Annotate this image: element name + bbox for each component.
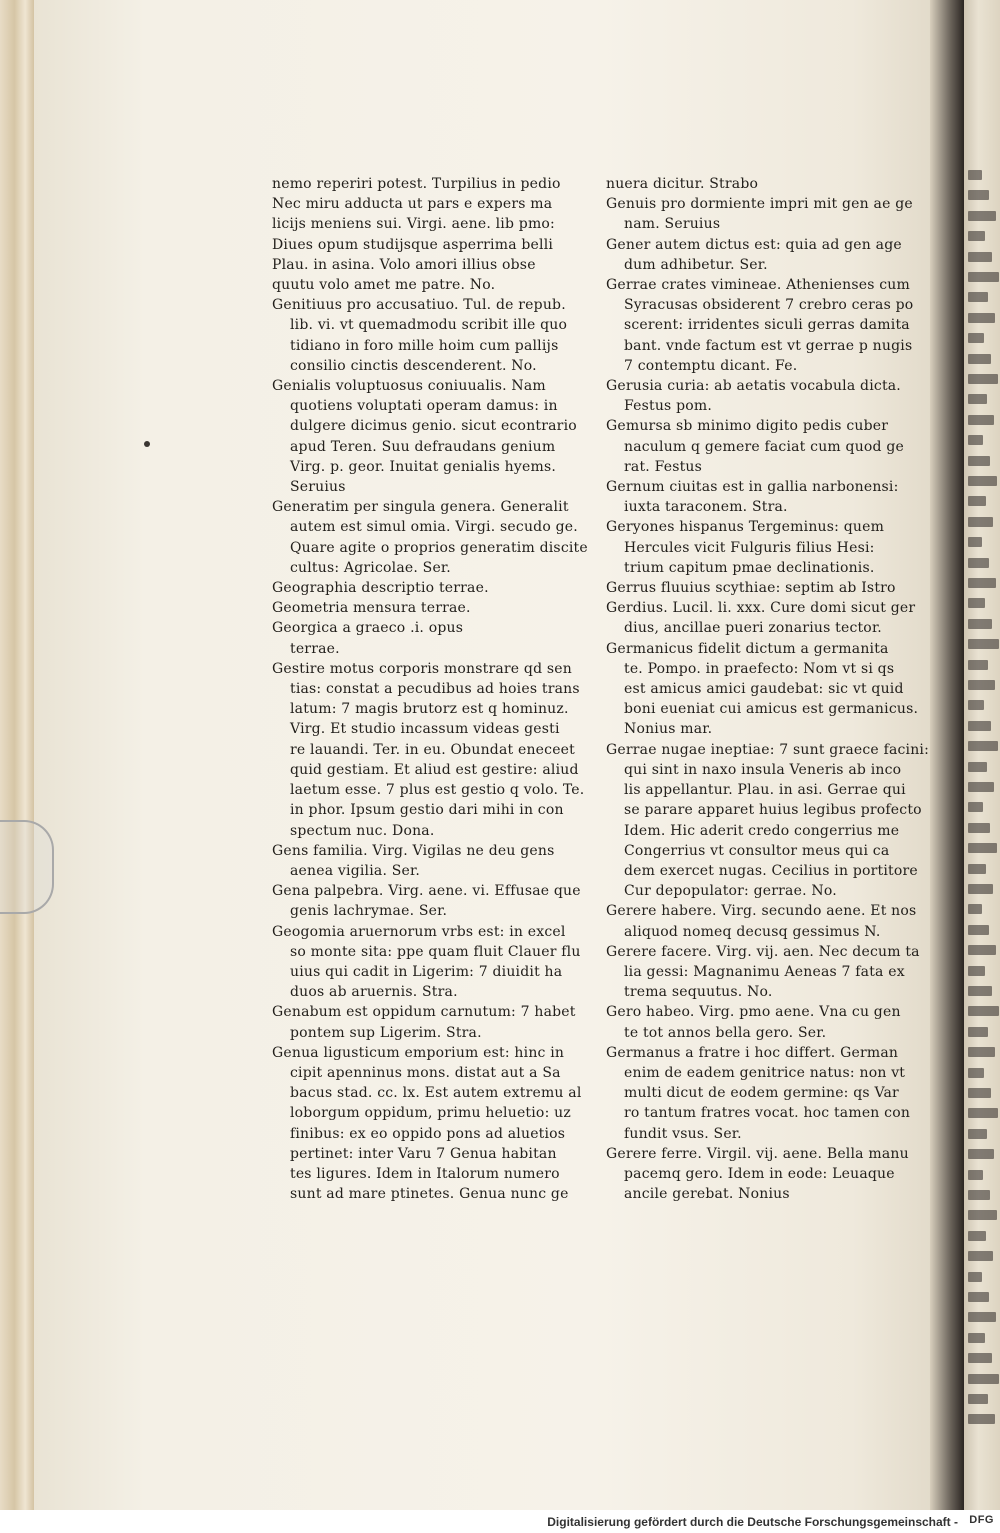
text-line: Cur depopulator: gerrae. No. <box>624 883 837 900</box>
text-line: Gerere facere. Virg. vij. aen. Nec decum ta <box>606 943 920 960</box>
text-line: se parare apparet huius legibus profecto <box>624 802 922 819</box>
text-line: sunt ad mare ptinetes. Genua nunc ge <box>290 1186 569 1203</box>
text-fragment <box>968 1068 984 1078</box>
text-line: Gerusia curia: ab aetatis vocabula dicta. <box>606 378 901 395</box>
text-fragment <box>968 1190 990 1200</box>
text-fragment <box>968 802 983 812</box>
text-line: iuxta taraconem. Stra. <box>624 499 788 516</box>
text-line: Gerere habere. Virg. secundo aene. Et nos <box>606 903 917 920</box>
text-line: Gero habeo. Virg. pmo aene. Vna cu gen <box>606 1004 901 1021</box>
text-line: Plau. in asina. Volo amori illius obse <box>272 256 536 273</box>
text-line: te. Pompo. in praefecto: Nom vt si qs <box>624 660 895 677</box>
text-fragment <box>968 1170 983 1180</box>
text-fragment <box>968 435 983 445</box>
text-fragment <box>968 1006 999 1016</box>
text-line: nuera dicitur. Strabo <box>606 176 759 192</box>
text-line: aliquod nomeq decusq gessimus N. <box>624 923 881 940</box>
text-line: Virg. Et studio incassum videas gesti <box>290 721 560 738</box>
left-text-column <box>272 174 588 1204</box>
text-line: loborgum oppidum, primu heluetio: uz <box>290 1105 571 1122</box>
text-fragment <box>968 1312 996 1322</box>
text-fragment <box>968 660 988 670</box>
text-line: Gestire motus corporis monstrare qd sen <box>272 660 572 677</box>
text-fragment <box>968 537 982 547</box>
text-fragment <box>968 578 996 588</box>
text-line: licijs meniens sui. Virgi. aene. lib pmo: <box>272 216 555 233</box>
right-text-column <box>606 174 930 1204</box>
text-line: lib. vi. vt quemadmodu scribit ille quo <box>290 317 568 334</box>
text-fragment <box>968 496 986 506</box>
text-line: boni eueniat cui amicus est germanicus. <box>624 701 919 718</box>
text-line: Geogomia aruernorum vrbs est: in excel <box>272 923 566 940</box>
text-fragment <box>968 639 999 649</box>
text-line: apud Teren. Suu defraudans genium <box>290 438 556 455</box>
adjacent-page-edge <box>964 0 1000 1510</box>
text-fragment <box>968 313 995 323</box>
text-fragment <box>968 1231 986 1241</box>
ink-spot <box>144 441 150 447</box>
funding-notice: Digitalisierung gefördert durch die Deutsche Forschungsgemeinschaft - <box>547 1515 958 1529</box>
text-line: est amicus amici gaudebat: sic vt quid <box>624 681 904 698</box>
text-fragment <box>968 1108 998 1118</box>
text-line: Gerrae nugae ineptiae: 7 sunt graece facini: <box>606 741 930 758</box>
digitization-footer <box>0 1510 1000 1533</box>
text-line: spectum nuc. Dona. <box>290 822 435 839</box>
text-line: uius qui cadit in Ligerim: 7 diuidit ha <box>290 963 563 980</box>
text-fragment <box>968 823 990 833</box>
text-line: dius, ancillae pueri zonarius tector. <box>624 620 882 637</box>
text-line: latum: 7 magis brutorz est q hominuz. <box>290 701 569 718</box>
text-fragment <box>968 966 985 976</box>
text-fragment <box>968 476 997 486</box>
text-fragment <box>968 1149 994 1159</box>
text-fragment <box>968 1129 987 1139</box>
text-line: Diues opum studijsque asperrima belli <box>272 236 554 253</box>
text-line: quotiens voluptati operam damus: in <box>290 398 558 415</box>
text-fragment <box>968 1394 988 1404</box>
text-line: tes ligures. Idem in Italorum numero <box>290 1165 560 1182</box>
text-line: Genialis voluptuosus coniuualis. Nam <box>272 378 546 395</box>
text-line: cipit apenninus mons. distat aut a Sa <box>290 1064 561 1081</box>
text-line: 7 contemptu dicant. Fe. <box>624 357 798 374</box>
text-line: Gemursa sb minimo digito pedis cuber <box>606 418 889 435</box>
text-fragment <box>968 598 985 608</box>
page-clip <box>0 820 54 914</box>
text-line: Genua ligusticum emporium est: hinc in <box>272 1044 565 1061</box>
text-line: autem est simul omia. Virgi. secudo ge. <box>290 519 578 536</box>
text-line: pertinet: inter Varu 7 Genua habitan <box>290 1145 557 1162</box>
text-line: Gernum ciuitas est in gallia narbonensi: <box>606 479 899 496</box>
text-line: lis appellantur. Plau. in asi. Gerrae qui <box>624 782 906 799</box>
text-line: Festus pom. <box>624 398 713 415</box>
text-line: tidiano in foro mille hoim cum pallijs <box>290 337 559 354</box>
text-line: Hercules vicit Fulguris filius Hesi: <box>624 539 875 556</box>
text-line: te tot annos bella gero. Ser. <box>624 1024 827 1041</box>
text-line: multi dicut de eodem germine: qs Var <box>624 1085 899 1102</box>
text-line: Syracusas obsiderent 7 crebro ceras po <box>624 297 914 314</box>
text-line: duos ab aruernis. Stra. <box>290 984 458 1001</box>
text-line: consilio cinctis descenderent. No. <box>290 357 537 374</box>
text-fragment <box>968 415 994 425</box>
text-fragment <box>968 864 986 874</box>
text-line: quutu volo amet me patre. No. <box>272 277 496 294</box>
text-line: Georgica a graeco .i. opus <box>272 620 464 637</box>
text-line: Gener autem dictus est: quia ad gen age <box>606 236 902 253</box>
text-line: laetum esse. 7 plus est gestio q volo. Te. <box>290 782 585 799</box>
text-line: ro tantum fratres vocat. hoc tamen con <box>624 1105 911 1122</box>
text-fragment <box>968 721 991 731</box>
text-fragment <box>968 700 984 710</box>
text-fragment <box>968 558 989 568</box>
text-line: Gerrus fluuius scythiae: septim ab Istro <box>606 580 896 597</box>
text-fragment <box>968 1353 992 1363</box>
text-line: Seruius <box>290 479 346 496</box>
text-line: dem exercet nugas. Cecilius in portitore <box>624 862 918 879</box>
text-fragment <box>968 1210 997 1220</box>
text-line: Geryones hispanus Tergeminus: quem <box>606 519 885 536</box>
text-line: Geographia descriptio terrae. <box>272 580 489 597</box>
text-line: quid gestiam. Et aliud est gestire: aliud <box>290 761 579 778</box>
text-line: so monte sita: ppe quam fluit Clauer flu <box>290 943 581 960</box>
text-line: naculum q gemere faciat cum quod ge <box>624 438 905 455</box>
text-fragment <box>968 904 982 914</box>
text-fragment <box>968 374 998 384</box>
text-fragment <box>968 292 988 302</box>
text-fragment <box>968 1251 993 1261</box>
text-line: Gerrae crates vimineae. Athenienses cum <box>606 277 910 294</box>
text-fragment <box>968 252 992 262</box>
text-line: enim de eadem genitrice natus: non vt <box>624 1064 906 1081</box>
text-line: Genuis pro dormiente impri mit gen ae ge <box>606 196 913 213</box>
text-fragment <box>968 1292 989 1302</box>
text-line: re lauandi. Ter. in eu. Obundat eneceet <box>290 741 575 758</box>
text-fragment <box>968 884 993 894</box>
text-fragment <box>968 1272 982 1282</box>
text-fragment <box>968 925 989 935</box>
text-line: lia gessi: Magnanimu Aeneas 7 fata ex <box>624 963 905 980</box>
text-fragment <box>968 782 994 792</box>
text-line: fundit vsus. Ser. <box>624 1125 742 1142</box>
text-fragment <box>968 231 985 241</box>
text-fragment <box>968 170 982 180</box>
text-line: Idem. Hic aderit credo congerrius me <box>624 822 900 839</box>
text-fragment <box>968 272 999 282</box>
text-fragment <box>968 680 995 690</box>
text-fragment <box>968 1047 995 1057</box>
text-line: Nec miru adducta ut pars e expers ma <box>272 196 553 213</box>
text-line: trium capitum pmae declinationis. <box>624 559 875 576</box>
text-line: qui sint in naxo insula Veneris ab inco <box>624 761 902 778</box>
text-line: Gena palpebra. Virg. aene. vi. Effusae que <box>272 883 581 900</box>
text-fragment <box>968 517 993 527</box>
text-fragment <box>968 354 991 364</box>
text-fragment <box>968 762 987 772</box>
text-line: Gerdius. Lucil. li. xxx. Cure domi sicut ger <box>606 600 916 617</box>
text-line: genis lachrymae. Ser. <box>290 903 448 920</box>
text-line: dulgere dicimus genio. sicut econtrario <box>290 418 577 435</box>
text-line: rat. Festus <box>624 458 703 475</box>
text-fragment <box>968 741 998 751</box>
text-fragment <box>968 190 989 200</box>
text-line: Germanus a fratre i hoc differt. German <box>606 1044 899 1061</box>
text-line: dum adhibetur. Ser. <box>624 256 768 273</box>
text-line: Genitiuus pro accusatiuo. Tul. de repub. <box>272 297 566 314</box>
text-line: Quare agite o proprios generatim discite <box>290 539 588 556</box>
text-line: in phor. Ipsum gestio dari mihi in con <box>290 802 564 819</box>
text-fragment <box>968 1374 999 1384</box>
text-line: tias: constat a pecudibus ad hoies trans <box>290 681 580 698</box>
text-fragment <box>968 619 992 629</box>
text-line: Virg. p. geor. Inuitat genialis hyems. <box>290 458 556 475</box>
text-fragment <box>968 1027 988 1037</box>
text-line: Geometria mensura terrae. <box>272 600 471 617</box>
text-line: aenea vigilia. Ser. <box>290 862 421 879</box>
text-line: Congerrius vt consultor meus qui ca <box>624 842 890 859</box>
book-gutter <box>930 0 964 1510</box>
text-line: Generatim per singula genera. Generalit <box>272 499 569 516</box>
text-line: scerent: irridentes siculi gerras damita <box>624 317 910 334</box>
text-fragment <box>968 843 997 853</box>
dfg-logo: DFG <box>969 1514 994 1526</box>
text-fragment <box>968 456 990 466</box>
text-fragment <box>968 211 996 221</box>
text-fragment <box>968 1414 995 1424</box>
text-fragment <box>968 1333 985 1343</box>
text-line: Nonius mar. <box>624 721 713 738</box>
text-line: nam. Seruius <box>624 216 721 233</box>
text-fragment <box>968 945 996 955</box>
text-line: Genabum est oppidum carnutum: 7 habet <box>272 1004 576 1021</box>
text-line: Gerere ferre. Virgil. vij. aene. Bella manu <box>606 1145 909 1162</box>
text-fragment <box>968 333 984 343</box>
page-edges <box>0 0 36 1510</box>
text-fragment <box>968 1088 991 1098</box>
text-line: finibus: ex eo oppido pons ad aluetios <box>290 1125 566 1142</box>
text-line: trema sequutus. No. <box>624 984 773 1001</box>
text-line: pacemq gero. Idem in eode: Leuaque <box>624 1165 895 1182</box>
text-line: ancile gerebat. Nonius <box>624 1186 790 1203</box>
text-line: pontem sup Ligerim. Stra. <box>290 1024 482 1041</box>
text-line: bant. vnde factum est vt gerrae p nugis <box>624 337 913 354</box>
text-fragment <box>968 394 987 404</box>
text-line: terrae. <box>290 640 340 657</box>
text-fragment <box>968 986 992 996</box>
text-line: nemo reperiri potest. Turpilius in pedio <box>272 176 561 192</box>
text-line: cultus: Agricolae. Ser. <box>290 559 451 576</box>
text-line: bacus stad. cc. lx. Est autem extremu al <box>290 1085 582 1102</box>
text-line: Gens familia. Virg. Vigilas ne deu gens <box>272 842 555 859</box>
text-line: Germanicus fidelit dictum a germanita <box>606 640 889 657</box>
